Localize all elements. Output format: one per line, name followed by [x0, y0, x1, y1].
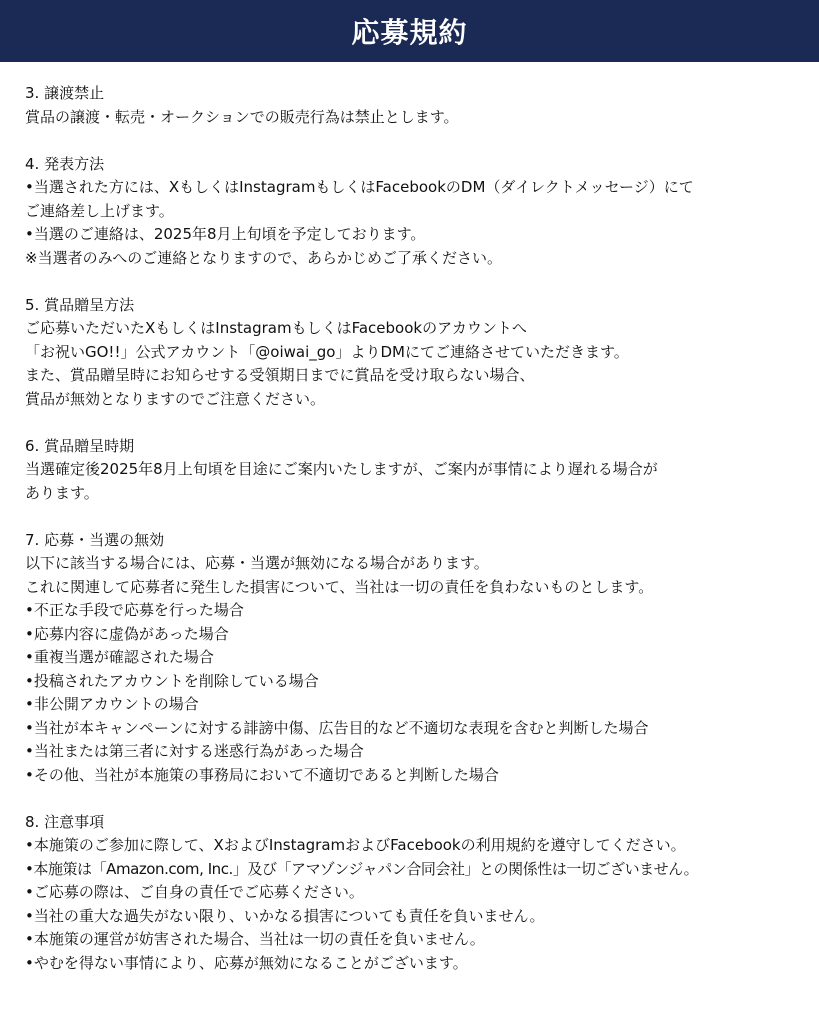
- list-item: •当社が本キャンペーンに対する誹謗中傷、広告目的など不適切な表現を含むと判断した場合: [25, 718, 649, 737]
- section-text: また、賞品贈呈時にお知らせする受領期日までに賞品を受け取らない場合、: [25, 366, 535, 384]
- list-item: •非公開アカウントの場合: [25, 695, 199, 713]
- section-text: ご連絡差し上げます。: [25, 201, 174, 220]
- section-text: ご応募いただいたXもしくはInstagramもしくはFacebookのアカウントへ: [25, 319, 527, 337]
- section-heading: 6. 賞品贈呈時期: [25, 436, 135, 455]
- list-item: •投稿されたアカウントを削除している場合: [25, 671, 319, 690]
- section-text: 賞品が無効となりますのでご注意ください。: [25, 389, 326, 408]
- section-text: •当選のご連絡は、2025年8月上旬頃を予定しております。: [25, 225, 426, 243]
- list-item: •本施策は「Amazon.com, Inc.」及び「アマゾンジャパン合同会社」との関係性は一切ございません。: [25, 859, 699, 878]
- list-item: •応募内容に虚偽があった場合: [25, 624, 229, 643]
- list-item: •本施策のご参加に際して、XおよびInstagramおよびFacebookの利用規約を遵守してください。: [25, 836, 686, 854]
- section-text: •当選された方には、XもしくはInstagramもしくはFacebookのDM（ダイレクトメッセージ）にて: [25, 178, 694, 196]
- list-item: •当社の重大な過失がない限り、いかなる損害についても責任を負いません。: [25, 906, 545, 925]
- list-item: •ご応募の際は、ご自身の責任でご応募ください。: [25, 883, 364, 901]
- section-transfer-prohibited: [25, 82, 801, 129]
- section-text: 賞品の譲渡・転売・オークションでの販売行為は禁止とします。: [25, 107, 459, 126]
- list-item: •本施策の運営が妨害された場合、当社は一切の責任を負いません。: [25, 930, 485, 948]
- section-text: 当選確定後2025年8月上旬頃を目途にご案内いたしますが、ご案内が事情により遅れる場合が: [25, 460, 658, 478]
- header-bar: [0, 0, 819, 62]
- section-prize-delivery-method: [25, 294, 801, 412]
- page-title: 応募規約: [351, 16, 468, 49]
- section-prize-delivery-timing: [25, 435, 801, 506]
- section-text: ※当選者のみへのご連絡となりますので、あらかじめご了承ください。: [25, 248, 502, 267]
- section-text: あります。: [25, 483, 99, 502]
- list-item: •当社または第三者に対する迷惑行為があった場合: [25, 742, 364, 760]
- section-heading: 7. 応募・当選の無効: [25, 530, 165, 549]
- section-text: 以下に該当する場合には、応募・当選が無効になる場合があります。: [25, 554, 489, 572]
- terms-content: [0, 62, 819, 975]
- section-text: これに関連して応募者に発生した損害について、当社は一切の責任を負わないものとします。: [25, 577, 654, 596]
- list-item: •重複当選が確認された場合: [25, 648, 214, 666]
- list-item: •不正な手段で応募を行った場合: [25, 601, 244, 619]
- section-announcement-method: [25, 153, 801, 271]
- section-heading: 5. 賞品贈呈方法: [25, 295, 135, 314]
- section-heading: 3. 譲渡禁止: [25, 84, 105, 102]
- section-notes: [25, 811, 801, 976]
- section-text: 「お祝いGO!!」公式アカウント「@oiwai_go」よりDMにてご連絡させていただきます。: [25, 342, 629, 361]
- section-heading: 8. 注意事項: [25, 812, 105, 831]
- section-heading: 4. 発表方法: [25, 154, 105, 173]
- section-invalidation: [25, 529, 801, 788]
- list-item: •その他、当社が本施策の事務局において不適切であると判断した場合: [25, 765, 499, 784]
- list-item: •やむを得ない事情により、応募が無効になることがございます。: [25, 953, 468, 972]
